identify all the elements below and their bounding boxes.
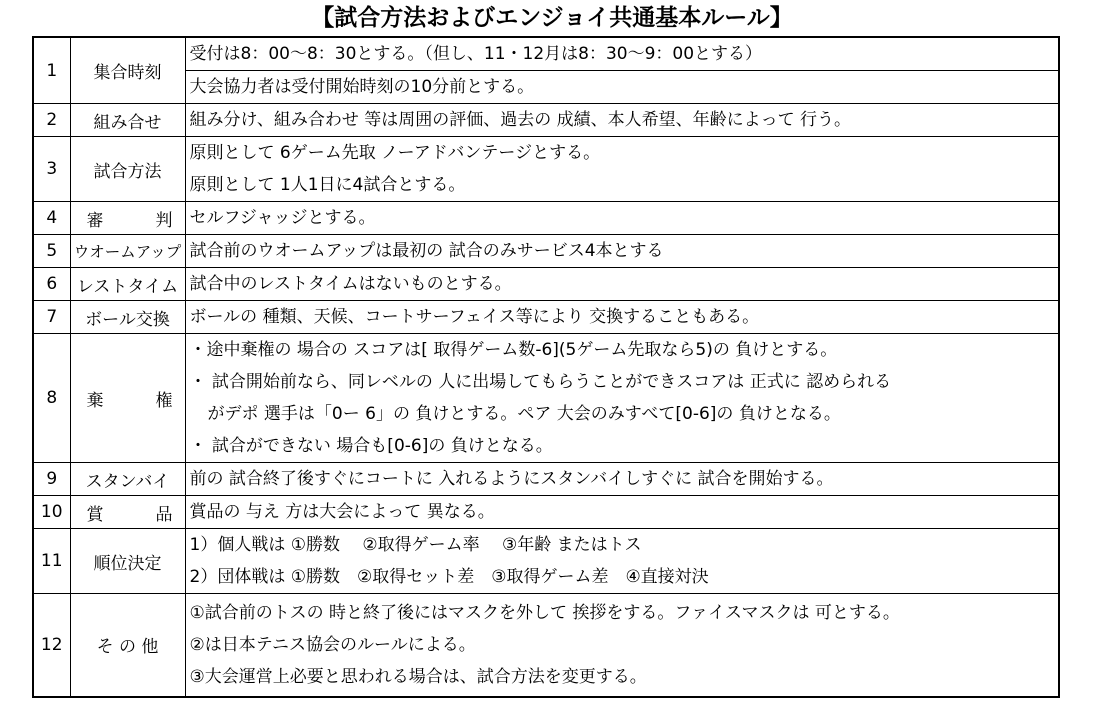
row-category: レストタイム: [70, 268, 185, 301]
row-category-left: 審: [86, 210, 104, 231]
table-row: [33, 301, 1059, 334]
row-description: [185, 104, 1059, 137]
description-line: 原則として 1人1日に4試合とする。: [189, 175, 466, 195]
row-category: スタンバイ: [70, 463, 185, 496]
row-category-right: 権: [155, 390, 173, 411]
row-number: 7: [33, 301, 70, 334]
row-number: 9: [33, 463, 70, 496]
row-category: [70, 334, 185, 463]
description-line: 試合前のウオームアップは最初の 試合のみサービス4本とする: [189, 241, 664, 261]
table-row: [33, 529, 1059, 594]
description-line: ・ 試合開始前なら、同レベルの 人に出場してもらうことができスコアは 正式に 認められる: [189, 372, 892, 392]
row-number: 8: [33, 334, 70, 463]
description-line: 1）個人戦は ①勝数 ②取得ゲーム率 ③年齢 またはトス: [189, 535, 642, 555]
row-category: ボール交換: [70, 301, 185, 334]
row-number: 6: [33, 268, 70, 301]
description-line: ③大会運営上必要と思われる場合は、試合方法を変更する。: [189, 666, 647, 687]
row-category: そ の 他: [70, 594, 185, 697]
row-number: 1: [33, 37, 70, 104]
row-number: 5: [33, 235, 70, 268]
row-description: [185, 37, 1059, 104]
row-number: 3: [33, 137, 70, 202]
description-line: 受付は8：00～8：30とする。（但し、11・12月は8：30～9：00とする）: [189, 44, 763, 64]
row-number: 11: [33, 529, 70, 594]
row-number: 2: [33, 104, 70, 137]
description-line: ②は日本テニス協会のルールによる。: [189, 634, 476, 655]
table-row: [33, 334, 1059, 463]
description-line: ・ 試合ができない 場合も[0-6]の 負けとなる。: [189, 436, 553, 456]
description-line: ボールの 種類、天候、コートサーフェイス等により 交換することもある。: [189, 307, 760, 327]
page-title: 【試合方法およびエンジョイ共通基本ルール】: [311, 4, 793, 31]
description-line: 組み分け、組み合わせ 等は周囲の評価、過去の 成績、本人希望、年齢によって 行う。: [189, 110, 852, 130]
table-row: [33, 594, 1059, 697]
description-line: ・途中棄権の 場合の スコアは[ 取得ゲーム数-6](5ゲーム先取なら5)の 負けとする。: [189, 340, 838, 360]
description-line: 賞品の 与え 方は大会によって 異なる。: [189, 502, 495, 522]
table-row: [33, 268, 1059, 301]
table-row: [33, 104, 1059, 137]
table-row: [33, 463, 1059, 496]
row-description: [185, 594, 1059, 697]
row-description: [185, 202, 1059, 235]
row-category: [70, 496, 185, 529]
row-number: 10: [33, 496, 70, 529]
description-line: 2）団体戦は ①勝数 ②取得セット差 ③取得ゲーム差 ④直接対決: [189, 567, 709, 587]
row-number: 12: [33, 594, 70, 697]
row-category: ウオームアップ: [70, 235, 185, 268]
table-row: [33, 235, 1059, 268]
row-description: [185, 496, 1059, 529]
table-row: [33, 37, 1059, 104]
row-description: [185, 301, 1059, 334]
description-line: 原則として 6ゲーム先取 ノーアドバンテージとする。: [189, 143, 601, 163]
row-category: 集合時刻: [70, 37, 185, 104]
description-line: 前の 試合終了後すぐにコートに 入れるようにスタンバイしすぐに 試合を開始する。: [189, 469, 834, 489]
description-line: 大会協力者は受付開始時刻の10分前とする。: [186, 70, 1059, 103]
description-line: 試合中のレストタイムはないものとする。: [189, 274, 512, 294]
row-category-left: 賞: [86, 504, 104, 525]
table-row: [33, 137, 1059, 202]
table-row: [33, 202, 1059, 235]
row-category: 組み合せ: [70, 104, 185, 137]
row-description: [185, 463, 1059, 496]
row-description: [185, 529, 1059, 594]
row-category-right: 品: [155, 504, 173, 525]
row-category-left: 棄: [86, 390, 104, 411]
description-line: ①試合前のトスの 時と終了後にはマスクを外して 挨拶をする。ファイスマスクは 可とする。: [189, 602, 900, 623]
row-category: [70, 202, 185, 235]
description-line: がデポ 選手は「0ー 6」の 負けとする。ペア 大会のみすべて[0-6]の 負けとなる。: [207, 404, 841, 424]
table-row: [33, 496, 1059, 529]
description-line: セルフジャッジとする。: [189, 208, 376, 228]
row-description: [185, 137, 1059, 202]
row-description: [185, 235, 1059, 268]
row-category: 順位決定: [70, 529, 185, 594]
rules-table: [32, 36, 1060, 698]
row-description: [185, 268, 1059, 301]
row-category-right: 判: [155, 210, 173, 231]
row-number: 4: [33, 202, 70, 235]
row-description: [185, 334, 1059, 463]
row-category: 試合方法: [70, 137, 185, 202]
